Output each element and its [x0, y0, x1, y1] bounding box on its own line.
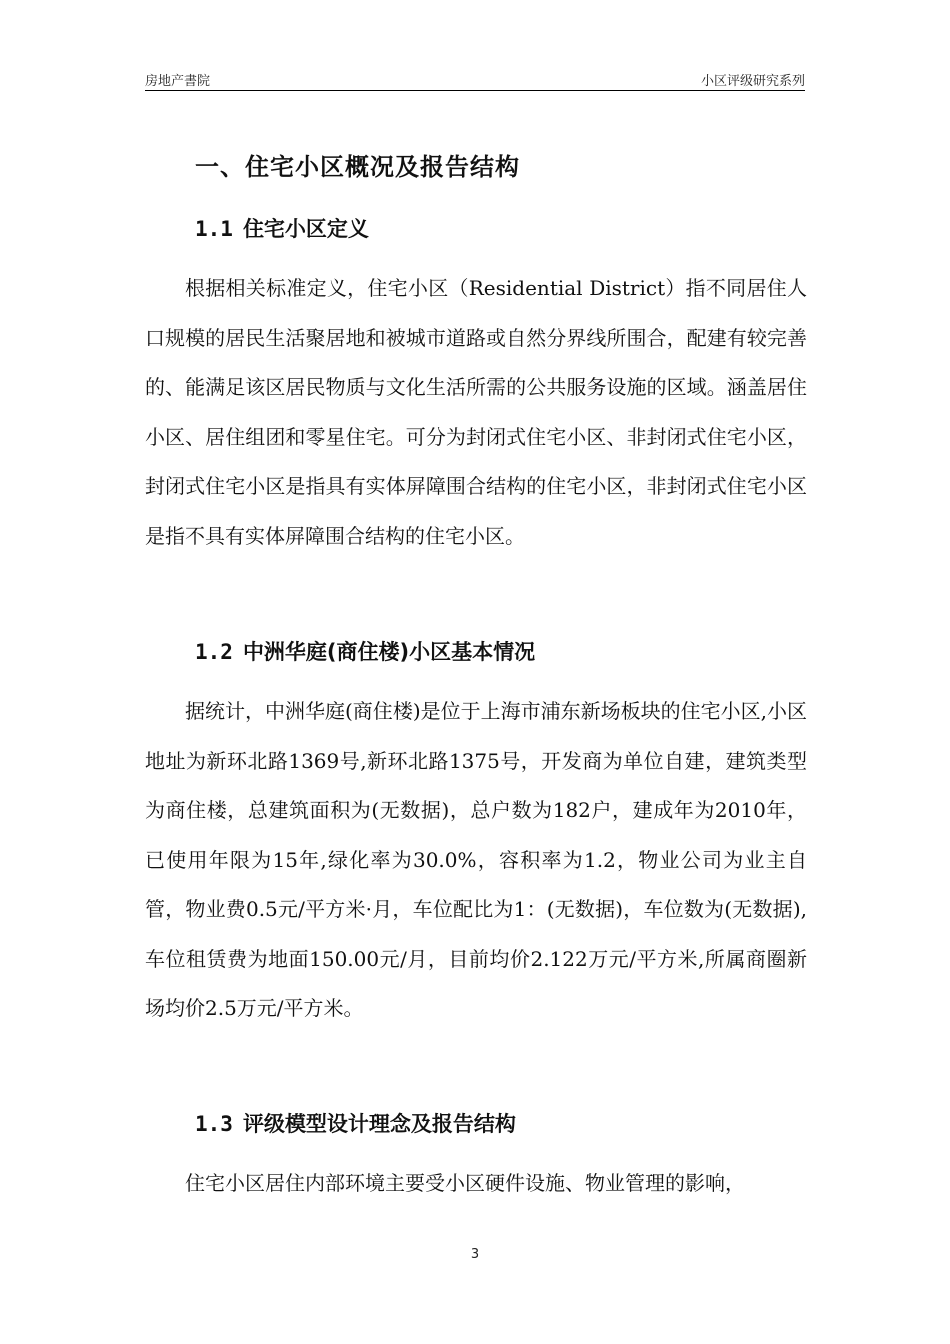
subsection-title: 中洲华庭(商住楼)小区基本情况: [242, 640, 536, 664]
paragraph-basic-info: 据统计，中洲华庭(商住楼)是位于上海市浦东新场板块的住宅小区,小区地址为新环北路1369号,新环北路1375号，开发商为单位自建，建筑类型为商住楼，总建筑面积为(无数据)，总户数为182户，建成年为2010年，已使用年限为15年,绿化率为30.0%，容积率为1.2，物业公司为业主自管，物业费0.5元/平方米·月，车位配比为1：(无数据)，车位数为(无数据),车位租赁费为地面150.00元/月，目前均价2.122万元/平方米,所属商圈新场均价2.5万元/平方米。: [145, 699, 807, 1020]
paragraph-definition: 根据相关标准定义，住宅小区（Residential District）指不同居住人口规模的居民生活聚居地和被城市道路或自然分界线所围合，配建有较完善的、能满足该区居民物质与文化生活所需的公共服务设施的区域。涵盖居住小区、居住组团和零星住宅。可分为封闭式住宅小区、非封闭式住宅小区，封闭式住宅小区是指具有实体屏障围合结构的住宅小区，非封闭式住宅小区是指不具有实体屏障围合结构的住宅小区。: [145, 276, 807, 548]
page-header: [145, 68, 805, 91]
subsection-heading-1-1: [195, 213, 369, 243]
subsection-number: 1.1: [195, 217, 233, 241]
subsection-heading-1-2: [195, 636, 535, 666]
page-number: 3: [470, 1247, 480, 1262]
subsection-number: 1.2: [195, 640, 233, 664]
header-left-title: 房地产書院: [145, 74, 211, 89]
section-heading: 一、住宅小区概况及报告结构: [195, 153, 520, 181]
paragraph-model-design: 住宅小区居住内部环境主要受小区硬件设施、物业管理的影响，: [185, 1171, 745, 1195]
header-right-title: 小区评级研究系列: [700, 74, 805, 89]
subsection-number: 1.3: [195, 1112, 233, 1136]
subsection-title: 住宅小区定义: [242, 217, 369, 241]
subsection-title: 评级模型设计理念及报告结构: [242, 1112, 516, 1136]
subsection-heading-1-3: [195, 1108, 516, 1138]
